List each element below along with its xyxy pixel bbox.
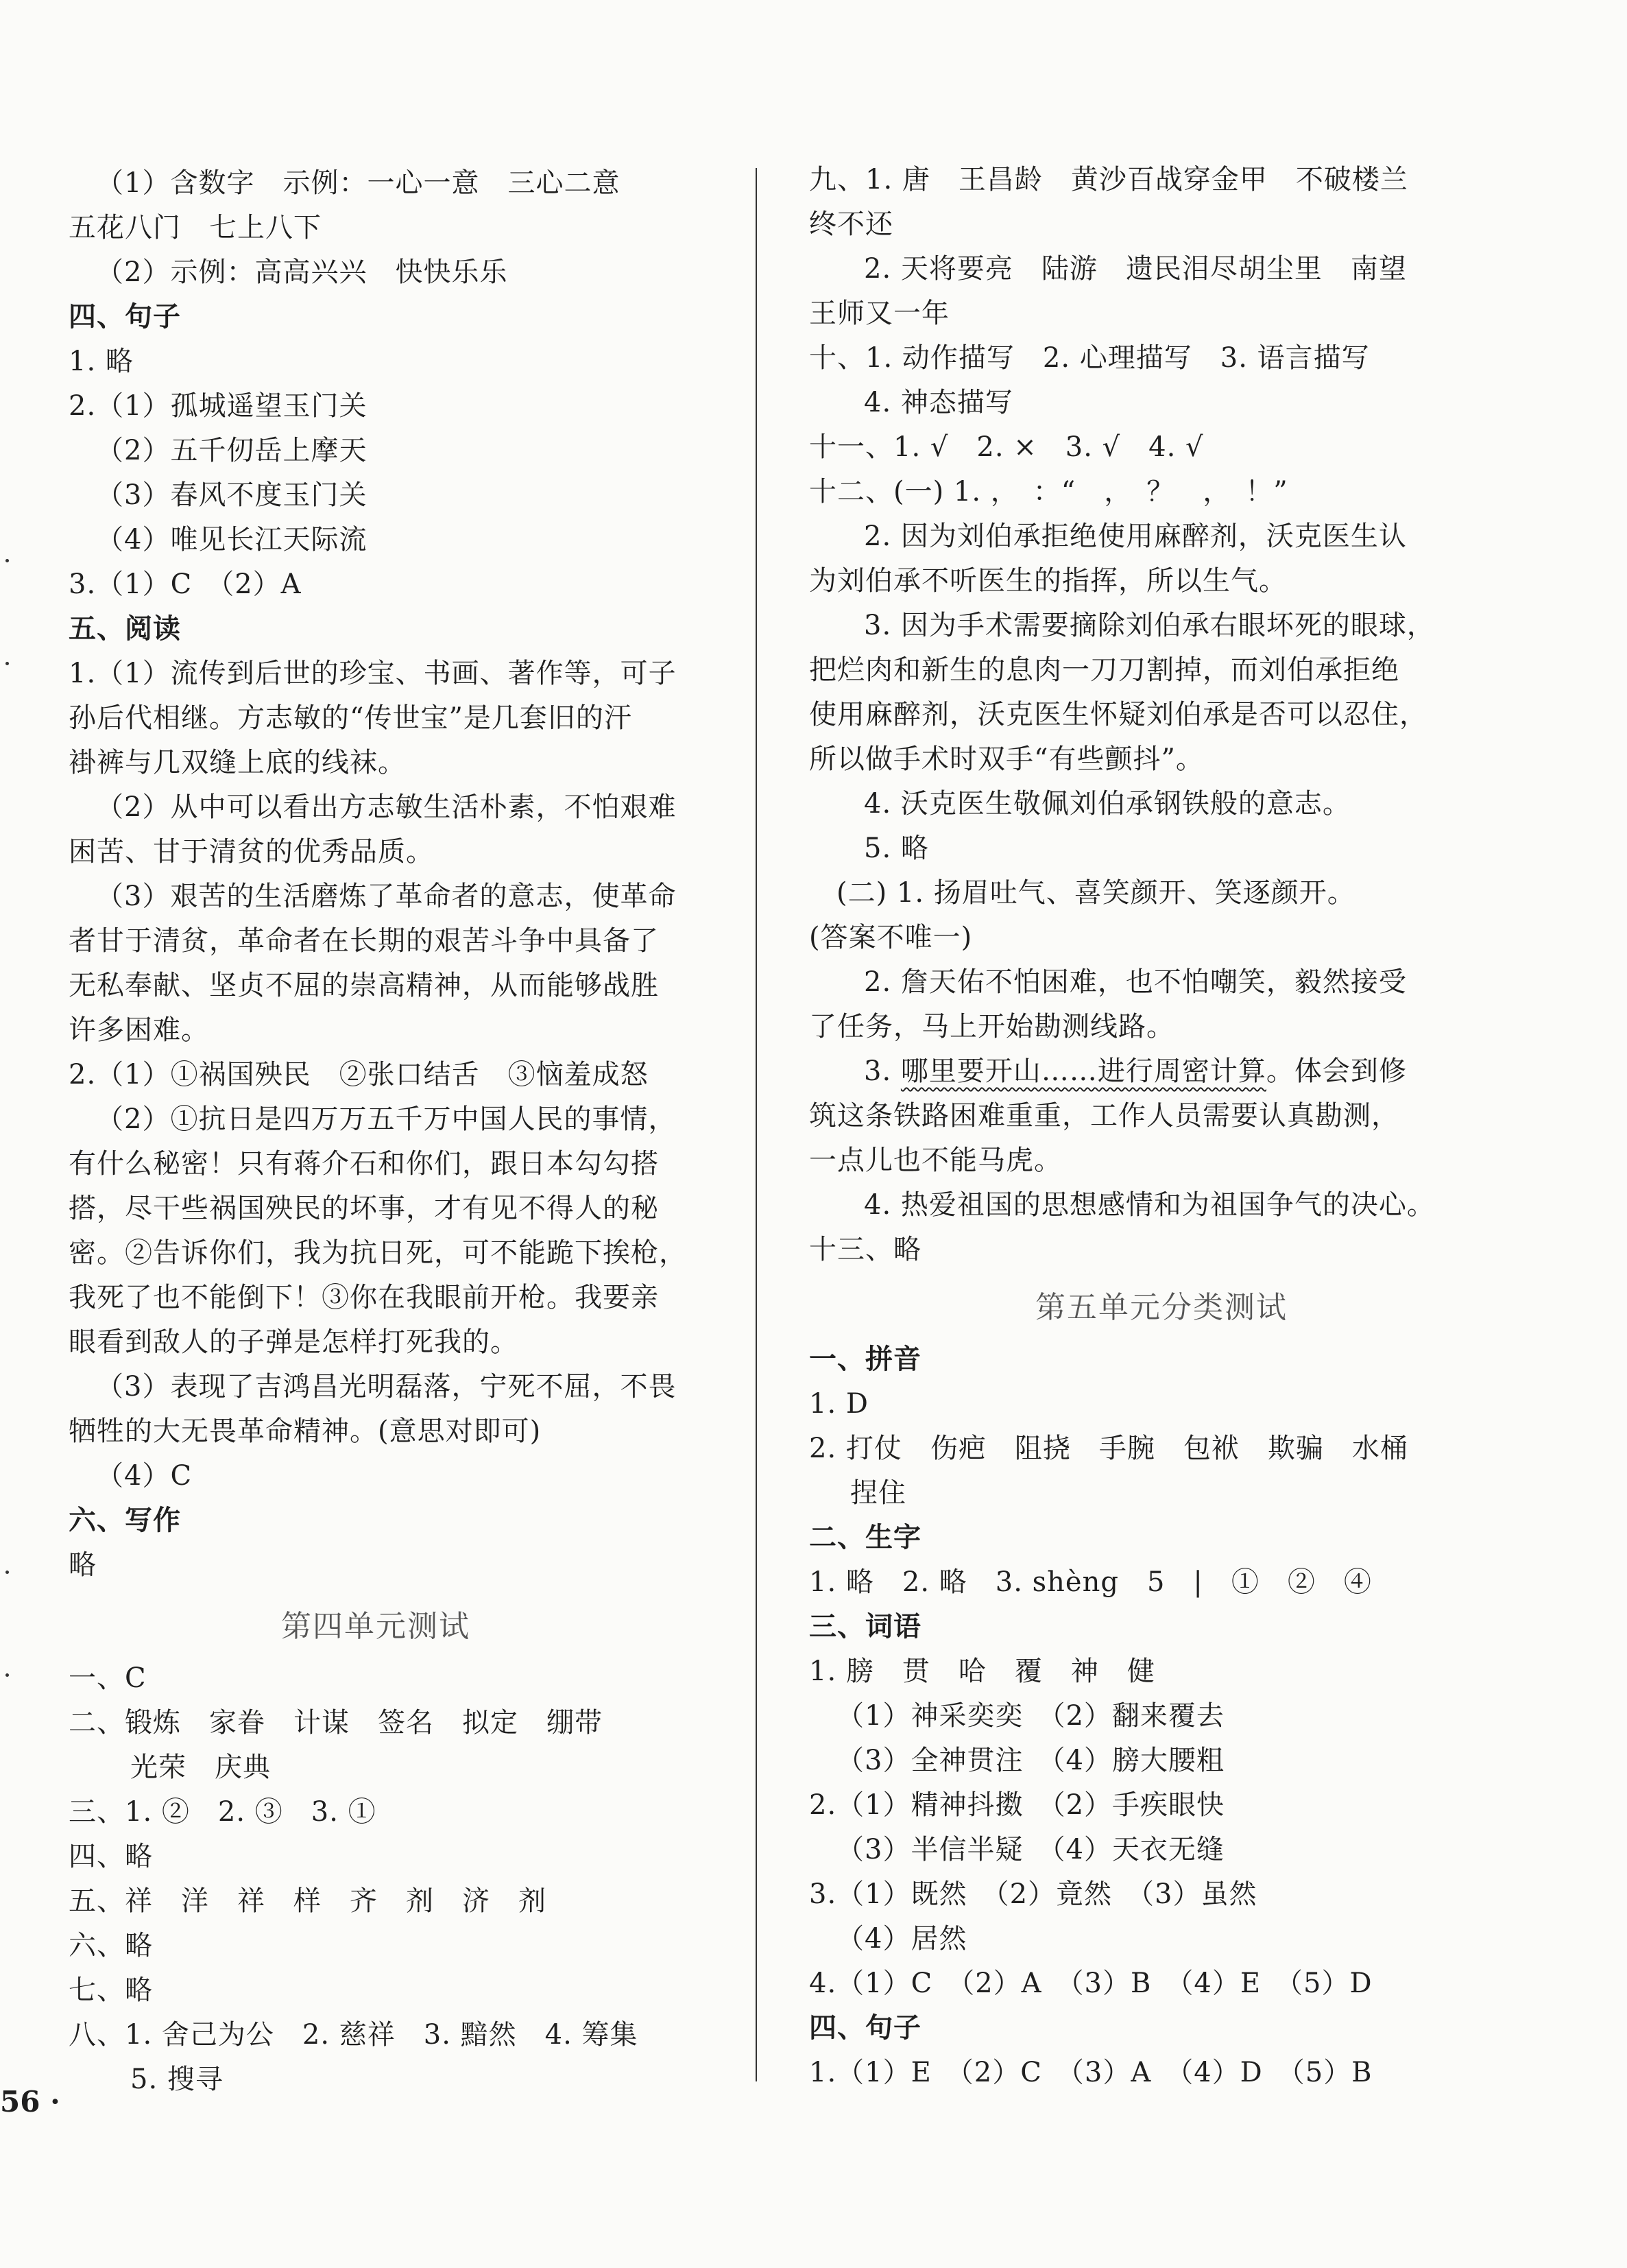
answer-line: 七、略 (69, 1974, 153, 2006)
column-divider (756, 168, 757, 2081)
answer-line: 密。②告诉你们，我为抗日死，可不能跪下挨枪， (69, 1237, 687, 1269)
answer-line: （3）半信半疑 （4）天衣无缝 (836, 1834, 1225, 1865)
answer-line: 眼看到敌人的子弹是怎样打死我的。 (69, 1326, 518, 1358)
answer-line: 十、1. 动作描写 2. 心理描写 3. 语言描写 (809, 342, 1370, 374)
answer-line: （4）唯见长江天际流 (96, 524, 367, 556)
answer-line: 王师又一年 (809, 298, 950, 329)
answer-line: 2. 天将要亮 陆游 遗民泪尽胡尘里 南望 (864, 253, 1407, 285)
answer-line: 把烂肉和新生的息肉一刀刀割掉，而刘伯承拒绝 (809, 654, 1399, 686)
answer-line: 八、1. 舍己为公 2. 慈祥 3. 黯然 4. 筹集 (69, 2019, 638, 2051)
answer-line: 2.（1）①祸国殃民 ②张口结舌 ③恼羞成怒 (69, 1059, 649, 1090)
answer-line: 一、C (69, 1662, 147, 1694)
page-number: 56 · (0, 2085, 60, 2118)
answer-line: （1）神采奕奕 （2）翻来覆去 (836, 1700, 1225, 1732)
answer-line: 3. 哪里要开山……进行周密计算。体会到修 (864, 1055, 1407, 1087)
answer-line: 2.（1）精神抖擞 （2）手疾眼快 (809, 1789, 1225, 1821)
answer-line: （4）C (96, 1460, 193, 1492)
answer-line: 牺牲的大无畏革命精神。(意思对即可) (69, 1416, 542, 1447)
answer-line: 困苦、甘于清贫的优秀品质。 (69, 836, 434, 868)
answer-line: 无私奉献、坚贞不屈的崇高精神，从而能够战胜 (69, 970, 659, 1001)
answer-line: 五花八门 七上八下 (69, 212, 322, 243)
answer-line: 孙后代相继。方志敏的“传世宝”是几套旧的汗 (69, 702, 632, 734)
margin-mark (5, 559, 9, 562)
answer-line: 三、1. ② 2. ③ 3. ① (69, 1796, 376, 1828)
answer-line: 5. 略 (864, 833, 929, 864)
answer-line: （4）居然 (836, 1923, 967, 1955)
answer-line: 一点儿也不能马虎。 (809, 1145, 1062, 1176)
answer-line: （3）春风不度玉门关 (96, 479, 367, 511)
answer-line: （3）艰苦的生活磨炼了革命者的意志，使革命 (96, 881, 677, 912)
answer-line: 1.（1）流传到后世的珍宝、书画、著作等，可子 (69, 658, 677, 689)
answer-line: 4. 神态描写 (864, 387, 1013, 418)
answer-line: 者甘于清贫，革命者在长期的艰苦斗争中具备了 (69, 925, 659, 957)
section-heading: 第四单元测试 (281, 1609, 470, 1644)
answer-line: 二、锻炼 家眷 计谋 签名 拟定 绷带 (69, 1707, 603, 1739)
answer-line: 2. 打仗 伤疤 阻挠 手腕 包袱 欺骗 水桶 (809, 1433, 1408, 1464)
section-label: 六、写作 (69, 1504, 181, 1536)
answer-line: 4. 沃克医生敬佩刘伯承钢铁般的意志。 (864, 788, 1351, 820)
section-heading: 第五单元分类测试 (1035, 1290, 1288, 1325)
answer-line: 使用麻醉剂，沃克医生怀疑刘伯承是否可以忍住， (809, 699, 1427, 730)
section-label: 四、句子 (809, 2012, 921, 2044)
answer-line: 十三、略 (809, 1234, 921, 1265)
answer-line: （2）①抗日是四万万五千万中国人民的事情， (96, 1103, 677, 1135)
answer-line: 1. 略 (69, 346, 134, 377)
answer-line: 为刘伯承不听医生的指挥，所以生气。 (809, 565, 1287, 597)
answer-line: 2. 詹天佑不怕困难，也不怕嘲笑，毅然接受 (864, 966, 1407, 998)
answer-line: 所以做手术时双手“有些颤抖”。 (809, 743, 1204, 775)
answer-line: （2）从中可以看出方志敏生活朴素，不怕艰难 (96, 791, 677, 823)
answer-line: 3.（1）C （2）A (69, 569, 302, 600)
answer-line: 光荣 庆典 (130, 1752, 271, 1783)
section-label: 二、生字 (809, 1521, 921, 1553)
answer-line: 十二、(一) 1. ， ：“ ， ？ ， ！” (809, 476, 1288, 508)
answer-line: 略 (69, 1549, 97, 1581)
answer-line: 褂裤与几双缝上底的线袜。 (69, 747, 406, 778)
answer-line: (答案不唯一) (809, 922, 973, 953)
answer-line: 筑这条铁路困难重重，工作人员需要认真勘测， (809, 1100, 1399, 1132)
margin-mark (5, 1673, 9, 1677)
section-label: 三、词语 (809, 1610, 921, 1643)
margin-mark (5, 1571, 9, 1574)
section-label: 四、句子 (69, 300, 181, 333)
answer-line: 3.（1）既然 （2）竟然 （3）虽然 (809, 1878, 1257, 1910)
section-label: 一、拼音 (809, 1343, 921, 1375)
answer-line: 1. 膀 贯 哈 覆 神 健 (809, 1656, 1155, 1687)
answer-line: （1）含数字 示例：一心一意 三心二意 (96, 167, 620, 199)
section-label: 五、阅读 (69, 612, 181, 645)
answer-line: 六、略 (69, 1930, 153, 1961)
answer-line: 搭，尽干些祸国殃民的坏事，才有见不得人的秘 (69, 1193, 659, 1224)
answer-line: （2）五千仞岳上摩天 (96, 435, 367, 466)
answer-line: 九、1. 唐 王昌龄 黄沙百战穿金甲 不破楼兰 (809, 164, 1408, 195)
answer-line: 终不还 (809, 208, 893, 240)
answer-line: （2）示例：高高兴兴 快快乐乐 (96, 256, 508, 288)
answer-line: 5. 搜寻 (130, 2064, 224, 2095)
answer-line: 十一、1. √ 2. × 3. √ 4. √ (809, 431, 1204, 463)
answer-line: 4. 热爱祖国的思想感情和为祖国争气的决心。 (864, 1189, 1435, 1221)
wavy-underlined-text: 哪里要开山……进行周密计算 (900, 1055, 1266, 1087)
answer-line: 1. 略 2. 略 3. shèng 5 | ① ② ④ (809, 1566, 1372, 1598)
answer-line: 我死了也不能倒下！③你在我眼前开枪。我要亲 (69, 1282, 659, 1313)
margin-mark (5, 662, 9, 665)
answer-line: （3）全神贯注 （4）膀大腰粗 (836, 1745, 1225, 1776)
answer-line: 2.（1）孤城遥望玉门关 (69, 390, 367, 422)
answer-line: 1. D (809, 1388, 869, 1420)
answer-line: 四、略 (69, 1841, 153, 1872)
answer-line: 2. 因为刘伯承拒绝使用麻醉剂，沃克医生认 (864, 521, 1407, 552)
answer-line: 了任务，马上开始勘测线路。 (809, 1011, 1174, 1042)
answer-line: （3）表现了吉鸿昌光明磊落，宁死不屈，不畏 (96, 1371, 677, 1402)
answer-line: 捏住 (850, 1477, 906, 1509)
answer-line: (二) 1. 扬眉吐气、喜笑颜开、笑逐颜开。 (836, 877, 1355, 909)
answer-line: 五、祥 洋 祥 样 齐 剂 济 剂 (69, 1885, 546, 1917)
answer-line: 4.（1）C （2）A （3）B （4）E （5）D (809, 1968, 1373, 1999)
answer-line: 许多困难。 (69, 1014, 209, 1046)
answer-line: 3. 因为手术需要摘除刘伯承右眼坏死的眼球， (864, 610, 1435, 641)
answer-line: 1.（1）E （2）C （3）A （4）D （5）B (809, 2057, 1373, 2088)
answer-line: 有什么秘密！只有蒋介石和你们，跟日本勾勾搭 (69, 1148, 659, 1180)
